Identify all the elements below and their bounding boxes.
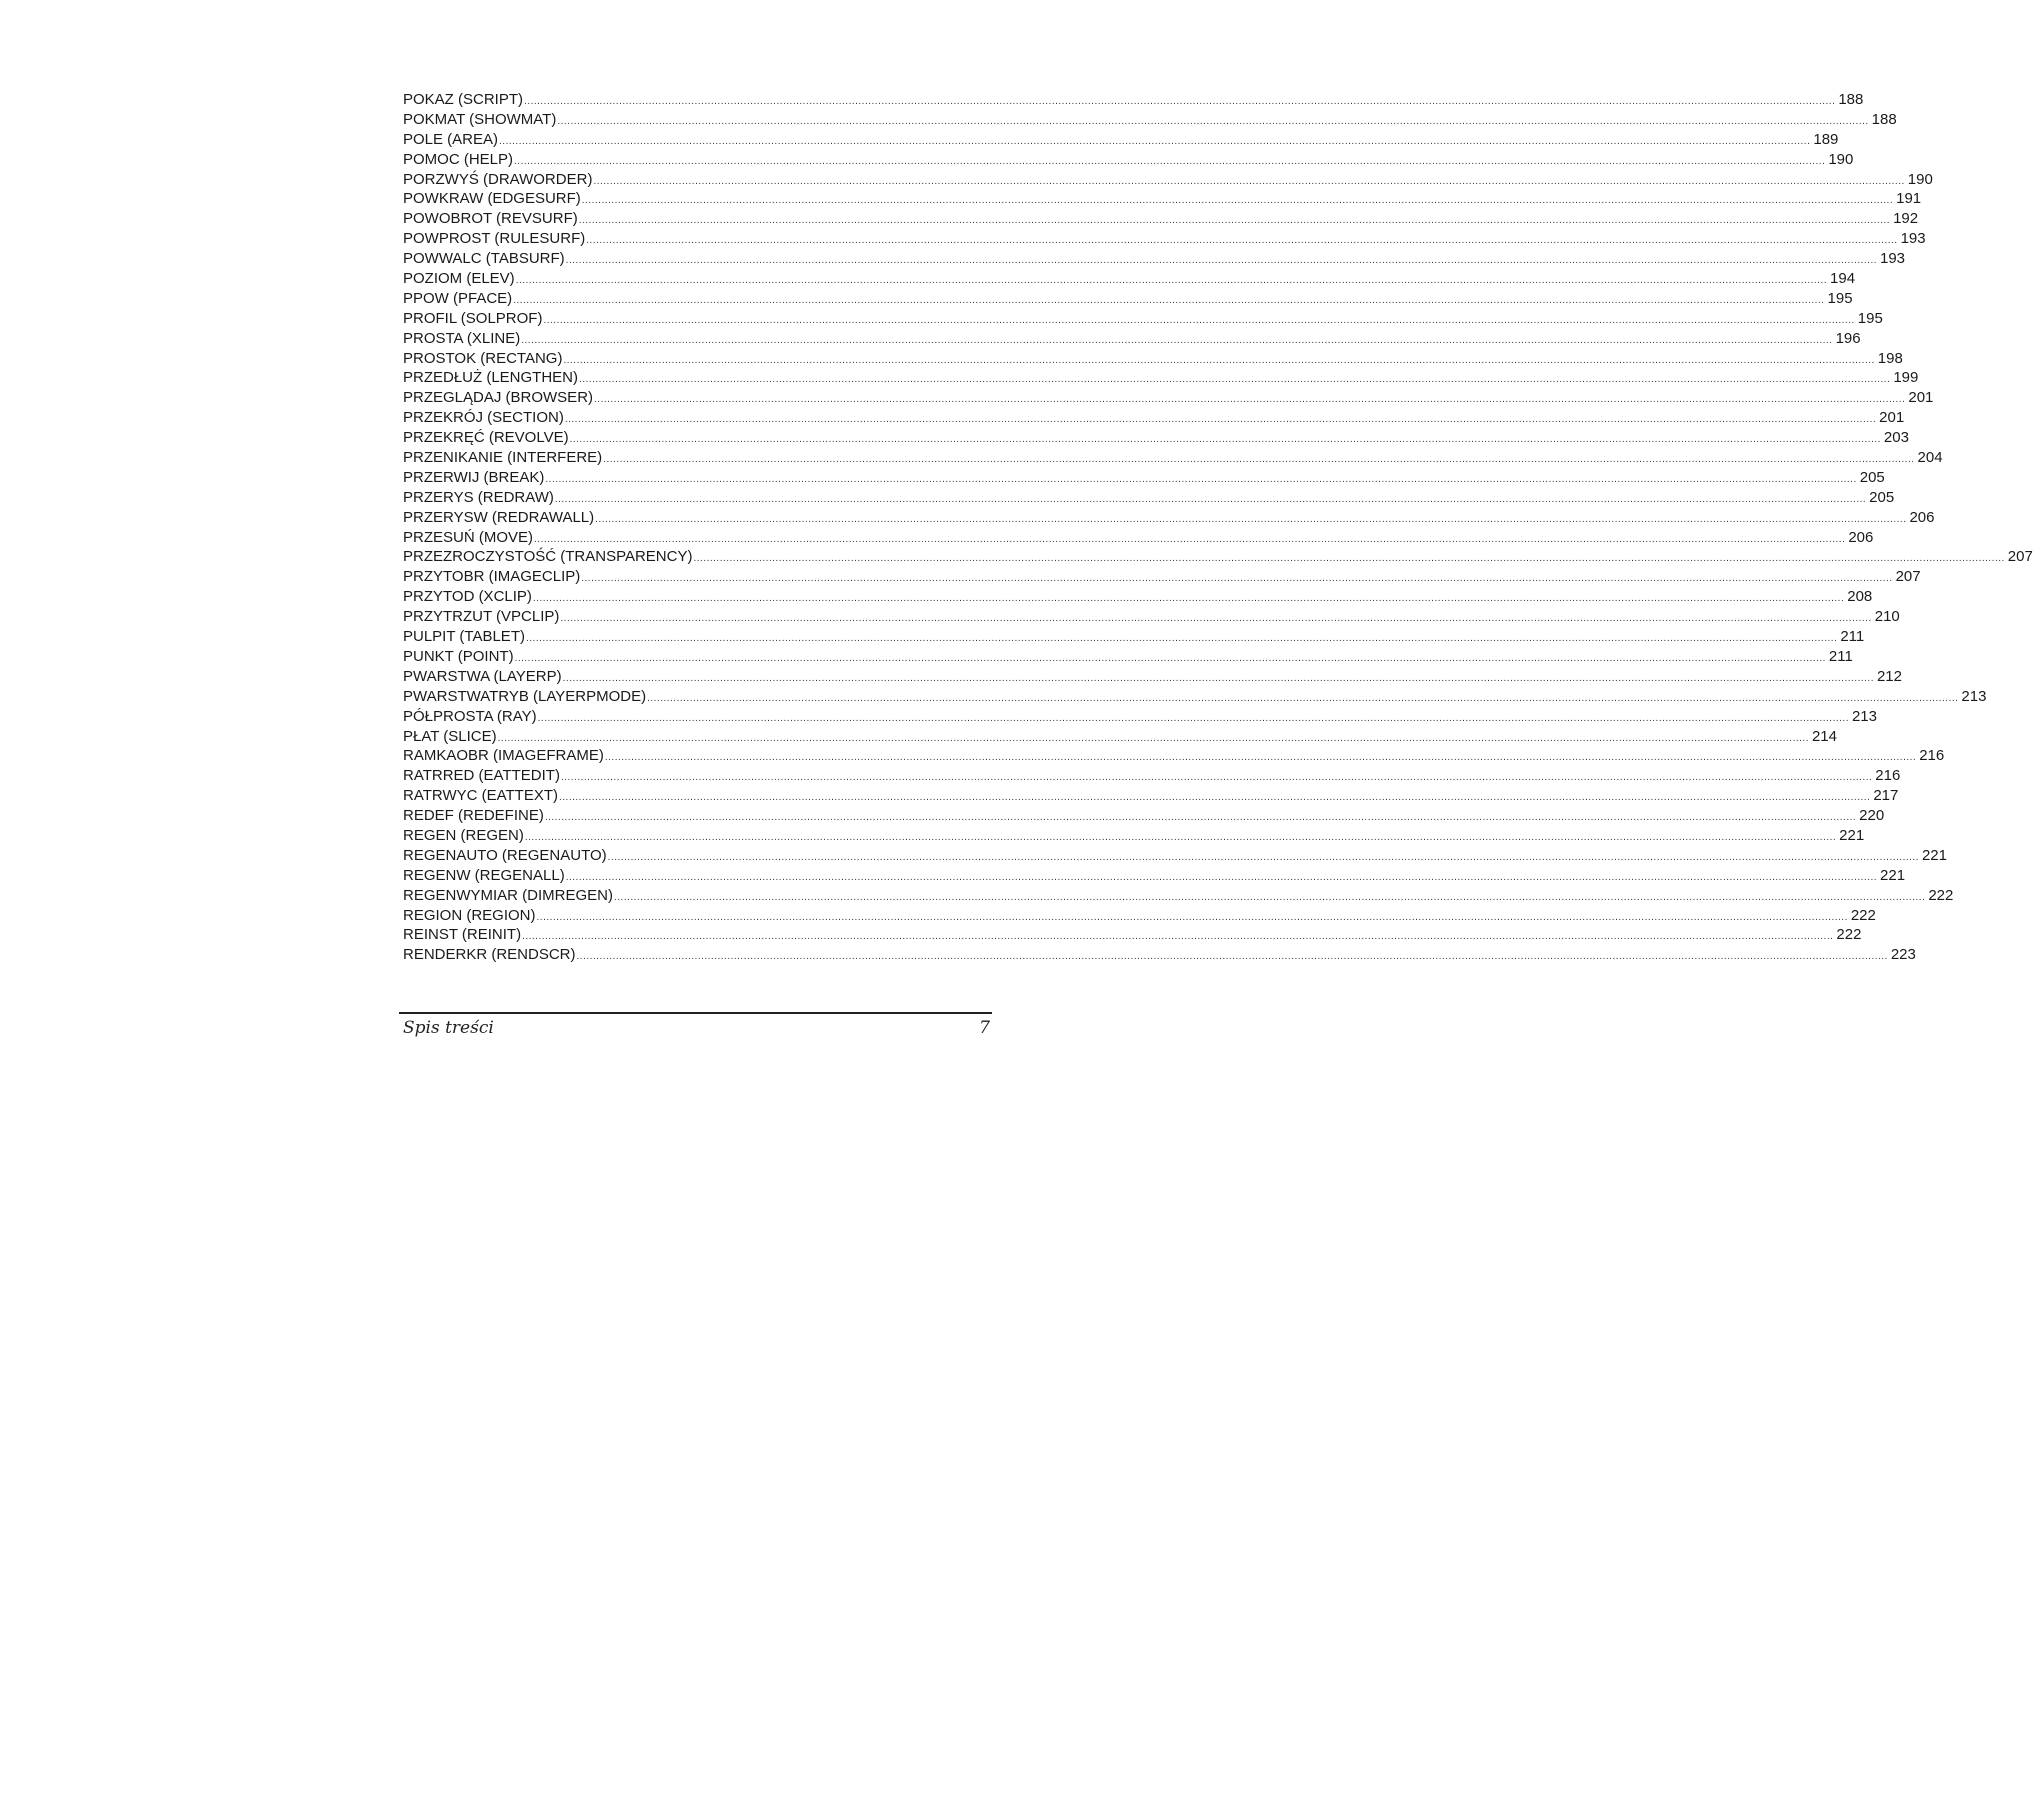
toc-entry — [403, 229, 1926, 249]
toc-entry-title: PRZEDŁUŻ (LENGTHEN) — [403, 369, 579, 387]
toc-entry-title: REDEF (REDEFINE) — [403, 807, 544, 825]
toc-entry-title: PRZEZROCZYSTOŚĆ (TRANSPARENCY) — [403, 548, 693, 566]
toc-dot-leader: ................................................................................................................................................................................................................................................................................................................................................................................................................ — [557, 115, 1869, 127]
toc-entry-page: 201 — [1908, 389, 1934, 407]
toc-dot-leader: ................................................................................................................................................................................................................................................................................................................................................................................................................ — [537, 712, 1849, 724]
toc-dot-leader: ................................................................................................................................................................................................................................................................................................................................................................................................................ — [515, 275, 1828, 287]
toc-entry-page: 206 — [1909, 508, 1935, 526]
toc-entry — [403, 727, 1837, 747]
toc-entry-title: PWARSTWA (LAYERP) — [403, 667, 562, 685]
toc-entry — [403, 667, 1902, 687]
toc-entry-title: PWARSTWATRYB (LAYERPMODE) — [403, 687, 647, 705]
toc-entry-title: PORZWYŚ (DRAWORDER) — [403, 170, 593, 188]
toc-entry-page: 205 — [1869, 488, 1895, 506]
toc-entry — [403, 468, 1885, 488]
toc-entry — [403, 707, 1877, 727]
toc-entry — [403, 945, 1916, 965]
toc-entry-page: 210 — [1874, 608, 1900, 626]
toc-entry-page: 190 — [1907, 170, 1933, 188]
toc-entry-page: 191 — [1896, 190, 1922, 208]
toc-entry-page: 188 — [1838, 91, 1864, 108]
toc-dot-leader: ................................................................................................................................................................................................................................................................................................................................................................................................................ — [514, 652, 1826, 664]
toc-entry-title: RATRWYC (EATTEXT) — [403, 787, 558, 805]
toc-entry-page: 190 — [1828, 150, 1854, 168]
toc-entry — [403, 846, 1947, 866]
toc-entry-page: 195 — [1857, 309, 1883, 327]
toc-dot-leader: ................................................................................................................................................................................................................................................................................................................................................................................................................ — [604, 752, 1917, 764]
toc-dot-leader: ................................................................................................................................................................................................................................................................................................................................................................................................................ — [578, 215, 1891, 227]
toc-entry-title: POWWALC (TABSURF) — [403, 250, 565, 268]
toc-entry-page: 194 — [1830, 270, 1856, 288]
toc-entry-title: PUNKT (POINT) — [403, 647, 514, 665]
toc-dot-leader: ................................................................................................................................................................................................................................................................................................................................................................................................................ — [586, 235, 1898, 247]
toc-dot-leader: ................................................................................................................................................................................................................................................................................................................................................................................................................ — [594, 394, 1906, 406]
toc-entry-title: PRZERWIJ (BREAK) — [403, 468, 545, 486]
toc-dot-leader: ................................................................................................................................................................................................................................................................................................................................................................................................................ — [595, 513, 1907, 525]
toc-dot-leader: ................................................................................................................................................................................................................................................................................................................................................................................................................ — [565, 871, 1878, 883]
footer-section-title: Spis treści — [403, 1018, 494, 1038]
toc-entry — [403, 647, 1853, 667]
toc-entry — [403, 866, 1906, 886]
toc-entry-title: PRZESUŃ (MOVE) — [403, 528, 534, 546]
toc-entry — [403, 488, 1895, 508]
toc-entry-page: 204 — [1917, 449, 1943, 467]
toc-entry-page: 207 — [1895, 568, 1921, 586]
toc-entry — [403, 110, 1897, 130]
toc-entry-page: 222 — [1850, 906, 1876, 924]
toc-entry-page: 208 — [1847, 588, 1873, 606]
toc-dot-leader: ................................................................................................................................................................................................................................................................................................................................................................................................................ — [522, 931, 1834, 943]
toc-entry — [403, 150, 1854, 170]
toc-entry-title: REGION (REGION) — [403, 906, 536, 924]
toc-entry-title: REGENAUTO (REGENAUTO) — [403, 846, 607, 864]
toc-entry-page: 201 — [1879, 409, 1905, 427]
toc-entry — [403, 289, 1853, 309]
toc-dot-leader: ................................................................................................................................................................................................................................................................................................................................................................................................................ — [525, 633, 1838, 645]
toc-dot-leader: ................................................................................................................................................................................................................................................................................................................................................................................................................ — [545, 473, 1857, 485]
toc-dot-leader: ................................................................................................................................................................................................................................................................................................................................................................................................................ — [579, 374, 1891, 386]
toc-dot-leader: ................................................................................................................................................................................................................................................................................................................................................................................................................ — [581, 195, 1894, 207]
toc-dot-leader: ................................................................................................................................................................................................................................................................................................................................................................................................................ — [593, 175, 1905, 187]
toc-dot-leader: ................................................................................................................................................................................................................................................................................................................................................................................................................ — [614, 891, 1926, 903]
toc-dot-leader: ................................................................................................................................................................................................................................................................................................................................................................................................................ — [514, 155, 1826, 167]
toc-entry-page: 188 — [1871, 110, 1897, 128]
toc-entry-title: PPOW (PFACE) — [403, 289, 513, 307]
toc-entry-title: PROSTA (XLINE) — [403, 329, 521, 347]
toc-dot-leader: ................................................................................................................................................................................................................................................................................................................................................................................................................ — [524, 96, 1836, 107]
toc-entry-title: PRZENIKANIE (INTERFERE) — [403, 449, 603, 467]
toc-entry-title: REGENW (REGENALL) — [403, 866, 565, 884]
toc-entry-page: 221 — [1880, 866, 1906, 884]
toc-entry — [403, 349, 1903, 369]
toc-dot-leader: ................................................................................................................................................................................................................................................................................................................................................................................................................ — [544, 812, 1857, 824]
toc-dot-leader: ................................................................................................................................................................................................................................................................................................................................................................................................................ — [576, 951, 1888, 963]
toc-entry — [403, 309, 1883, 329]
toc-dot-leader: ................................................................................................................................................................................................................................................................................................................................................................................................................ — [603, 454, 1915, 466]
toc-dot-leader: ................................................................................................................................................................................................................................................................................................................................................................................................................ — [536, 911, 1848, 923]
toc-entry — [403, 448, 1943, 468]
toc-entry-page: 205 — [1859, 468, 1885, 486]
toc-entry — [403, 368, 1919, 388]
toc-entry-title: RAMKAOBR (IMAGEFRAME) — [403, 747, 604, 765]
toc-entry — [403, 408, 1905, 428]
toc-entry-page: 221 — [1921, 846, 1947, 864]
toc-entry-page: 222 — [1928, 886, 1954, 904]
toc-entry-page: 213 — [1851, 707, 1877, 725]
toc-dot-leader: ................................................................................................................................................................................................................................................................................................................................................................................................................ — [564, 414, 1877, 426]
toc-entry — [403, 269, 1856, 289]
toc-entry-title: POKMAT (SHOWMAT) — [403, 110, 557, 128]
footer-rule — [399, 1012, 992, 1014]
toc-entry-page: 192 — [1893, 210, 1919, 228]
toc-entry-page: 211 — [1828, 647, 1853, 665]
toc-entry-title: PÓŁPROSTA (RAY) — [403, 707, 537, 725]
toc-dot-leader: ................................................................................................................................................................................................................................................................................................................................................................................................................ — [563, 354, 1875, 366]
toc-dot-leader: ................................................................................................................................................................................................................................................................................................................................................................................................................ — [532, 593, 1845, 605]
toc-entry-title: REINST (REINIT) — [403, 926, 522, 944]
toc-entry-page: 193 — [1880, 250, 1906, 268]
toc-entry-title: PRZERYS (REDRAW) — [403, 488, 554, 506]
toc-entry-title: POLE (AREA) — [403, 130, 499, 148]
toc-dot-leader: ................................................................................................................................................................................................................................................................................................................................................................................................................ — [554, 493, 1867, 505]
toc-dot-leader: ................................................................................................................................................................................................................................................................................................................................................................................................................ — [534, 533, 1846, 545]
toc-dot-leader: ................................................................................................................................................................................................................................................................................................................................................................................................................ — [559, 792, 1871, 804]
toc-entry — [403, 388, 1934, 408]
toc-entry — [403, 786, 1899, 806]
toc-dot-leader: ................................................................................................................................................................................................................................................................................................................................................................................................................ — [647, 692, 1959, 704]
toc-entry — [403, 249, 1906, 269]
toc-entry-title: POKAZ (SCRIPT) — [403, 91, 524, 108]
toc-dot-leader: ................................................................................................................................................................................................................................................................................................................................................................................................................ — [543, 314, 1855, 326]
toc-entry-title: PROSTOK (RECTANG) — [403, 349, 563, 367]
toc-entry-title: RATRRED (EATTEDIT) — [403, 767, 560, 785]
toc-entry — [403, 607, 1900, 627]
toc-dot-leader: ................................................................................................................................................................................................................................................................................................................................................................................................................ — [560, 772, 1873, 784]
toc-entry-page: 217 — [1873, 787, 1899, 805]
toc-dot-leader: ................................................................................................................................................................................................................................................................................................................................................................................................................ — [607, 851, 1919, 863]
toc-entry — [403, 189, 1922, 209]
toc-entry — [403, 806, 1885, 826]
toc-entry-page: 216 — [1919, 747, 1945, 765]
toc-entry-page: 223 — [1890, 946, 1916, 964]
toc-entry — [403, 587, 1873, 607]
toc-entry-page: 212 — [1876, 667, 1902, 685]
toc-entry-title: POWKRAW (EDGESURF) — [403, 190, 581, 208]
toc-entry-title: PRZEKRĘĆ (REVOLVE) — [403, 429, 569, 447]
toc-entry-page: 213 — [1961, 687, 1987, 705]
toc-dot-leader: ................................................................................................................................................................................................................................................................................................................................................................................................................ — [581, 573, 1893, 585]
toc-entry-page: 222 — [1836, 926, 1862, 944]
toc-entry — [403, 547, 2033, 567]
toc-entry-page: 195 — [1827, 289, 1853, 307]
toc-entry-page: 198 — [1877, 349, 1903, 367]
toc-entry-title: REGENWYMIAR (DIMREGEN) — [403, 886, 613, 904]
toc-entry-title: PRZYTOD (XCLIP) — [403, 588, 532, 606]
toc-entry-title: RENDERKR (RENDSCR) — [403, 946, 576, 964]
toc-entry-page: 207 — [2007, 548, 2033, 566]
toc-entry — [403, 925, 1862, 945]
toc-entry — [403, 627, 1865, 647]
toc-entry — [403, 130, 1839, 150]
toc-entry-page: 189 — [1813, 130, 1839, 148]
toc-entry-title: PROFIL (SOLPROF) — [403, 309, 543, 327]
page-footer — [403, 1018, 990, 1038]
toc-dot-leader: ................................................................................................................................................................................................................................................................................................................................................................................................................ — [524, 831, 1837, 843]
toc-entry-page: 211 — [1840, 628, 1865, 646]
toc-entry-title: POWOBROT (REVSURF) — [403, 210, 578, 228]
table-of-contents — [403, 90, 2033, 965]
toc-entry — [403, 209, 1919, 229]
toc-entry — [403, 886, 1954, 906]
toc-entry-title: PULPIT (TABLET) — [403, 628, 525, 646]
toc-entry — [403, 766, 1901, 786]
toc-entry — [403, 746, 1945, 766]
toc-entry-title: POWPROST (RULESURF) — [403, 230, 586, 248]
toc-entry-title: PRZYTRZUT (VPCLIP) — [403, 608, 560, 626]
toc-entry-title: PRZEGLĄDAJ (BROWSER) — [403, 389, 594, 407]
toc-entry-page: 216 — [1875, 767, 1901, 785]
toc-entry-page: 220 — [1859, 807, 1885, 825]
toc-entry — [403, 90, 1864, 110]
toc-entry — [403, 906, 1876, 926]
toc-dot-leader: ................................................................................................................................................................................................................................................................................................................................................................................................................ — [569, 434, 1881, 446]
toc-entry-page: 214 — [1811, 727, 1837, 745]
toc-dot-leader: ................................................................................................................................................................................................................................................................................................................................................................................................................ — [693, 553, 2005, 565]
toc-entry-title: PRZERYSW (REDRAWALL) — [403, 508, 595, 526]
toc-entry — [403, 170, 1933, 190]
toc-entry-page: 199 — [1893, 369, 1919, 387]
toc-entry-title: PŁAT (SLICE) — [403, 727, 497, 745]
toc-dot-leader: ................................................................................................................................................................................................................................................................................................................................................................................................................ — [521, 334, 1833, 346]
toc-entry-page: 206 — [1848, 528, 1874, 546]
toc-entry-page: 221 — [1839, 826, 1865, 844]
toc-entry — [403, 687, 1987, 707]
toc-entry — [403, 508, 1935, 528]
toc-entry-title: PRZEKRÓJ (SECTION) — [403, 409, 564, 427]
toc-dot-leader: ................................................................................................................................................................................................................................................................................................................................................................................................................ — [499, 135, 1811, 147]
toc-entry — [403, 528, 1874, 548]
toc-entry-page: 203 — [1883, 429, 1909, 447]
toc-dot-leader: ................................................................................................................................................................................................................................................................................................................................................................................................................ — [497, 732, 1809, 744]
toc-dot-leader: ................................................................................................................................................................................................................................................................................................................................................................................................................ — [565, 255, 1877, 267]
toc-entry-page: 193 — [1900, 230, 1926, 248]
footer-page-number: 7 — [979, 1018, 990, 1038]
toc-entry — [403, 428, 1909, 448]
toc-entry — [403, 567, 1921, 587]
toc-entry-title: PRZYTOBR (IMAGECLIP) — [403, 568, 581, 586]
toc-dot-leader: ................................................................................................................................................................................................................................................................................................................................................................................................................ — [562, 672, 1874, 684]
toc-dot-leader: ................................................................................................................................................................................................................................................................................................................................................................................................................ — [560, 613, 1872, 625]
toc-entry — [403, 826, 1865, 846]
toc-entry-title: POZIOM (ELEV) — [403, 270, 515, 288]
toc-dot-leader: ................................................................................................................................................................................................................................................................................................................................................................................................................ — [513, 294, 1825, 306]
toc-entry-title: POMOC (HELP) — [403, 150, 514, 168]
toc-entry-title: REGEN (REGEN) — [403, 826, 524, 844]
toc-entry-page: 196 — [1835, 329, 1861, 347]
toc-entry — [403, 329, 1861, 349]
